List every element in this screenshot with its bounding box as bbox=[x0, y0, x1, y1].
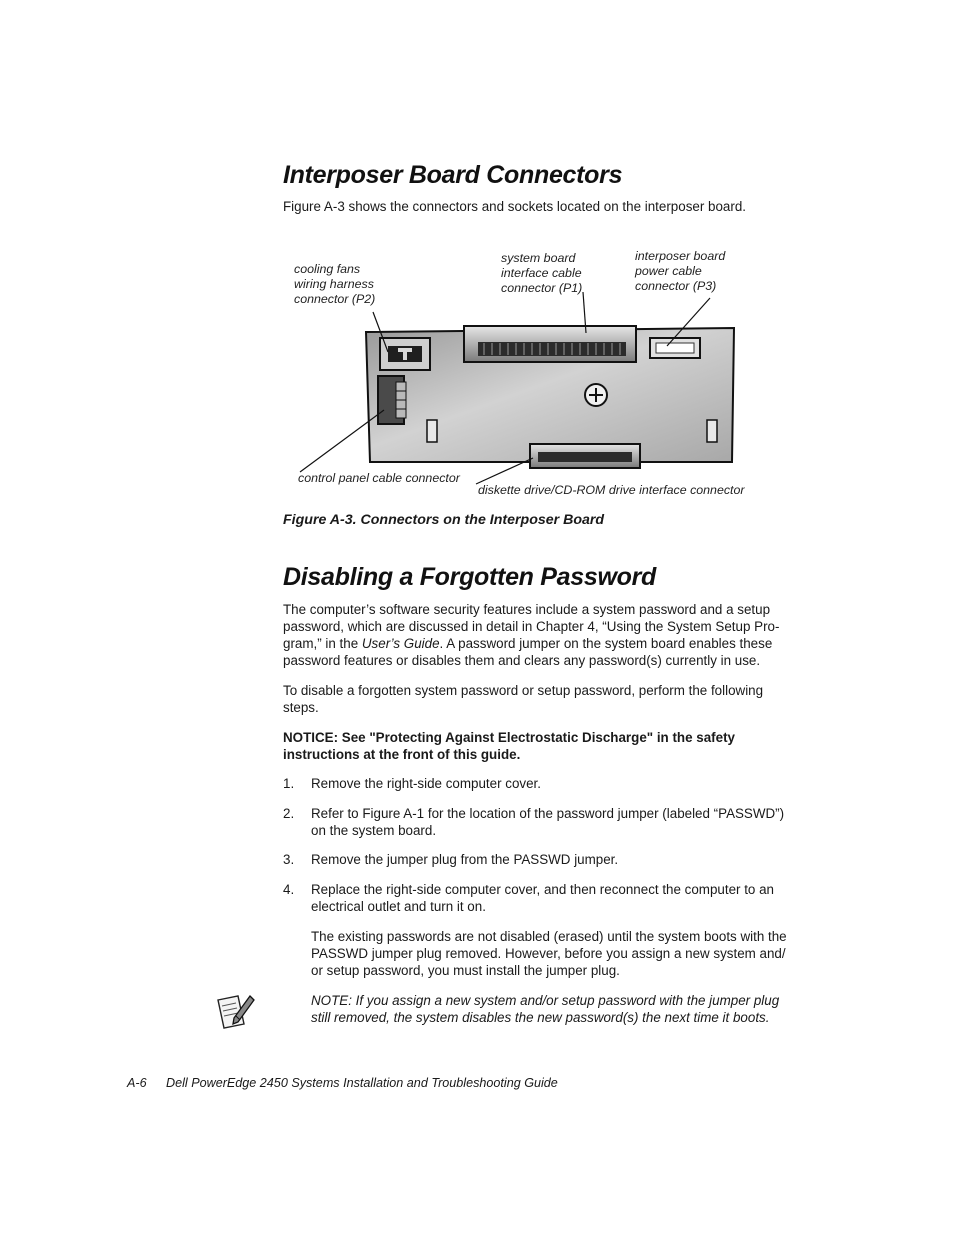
password-paragraph-2: To disable a forgotten system password or setup password, perform the following steps. bbox=[283, 683, 764, 715]
step-4: 4. Replace the right-side computer cover, and then reconnect the computer to an electrical outlet and turn it on. bbox=[283, 882, 774, 914]
callout-p2: cooling fans wiring harness connector (P2) bbox=[294, 262, 376, 306]
callout-diskette: diskette drive/CD-ROM drive interface connector bbox=[478, 483, 745, 497]
figure-caption: Figure A-3. Connectors on the Interposer Board bbox=[283, 512, 605, 528]
callout-p1: system board interface cable connector (P1) bbox=[501, 251, 583, 295]
section-title-password: Disabling a Forgotten Password bbox=[283, 563, 656, 591]
notice: NOTICE: See "Protecting Against Electrostatic Discharge" in the safety instructions at the front of this guide. bbox=[283, 730, 735, 762]
section-intro: Figure A-3 shows the connectors and sockets located on the interposer board. bbox=[283, 199, 746, 214]
note-text: NOTE: If you assign a new system and/or setup password with the jumper plug still removed, the system disables the new password(s) the next time it boots. bbox=[311, 993, 780, 1025]
standoff-left bbox=[427, 420, 437, 442]
section-title-interposer: Interposer Board Connectors bbox=[283, 161, 623, 189]
step-1: 1. Remove the right-side computer cover. bbox=[283, 776, 541, 791]
standoff-right bbox=[707, 420, 717, 442]
callout-p3: interposer board power cable connector (P3) bbox=[635, 249, 726, 293]
password-paragraph-1: The computer’s software security features include a system password and a setup password, which are discussed in detail in Chapter 4, “Using the System Setup Pro- gram,” in the User’s Guide. A password jumper on the system board enables these password features or disables them and clears any password(s) currently in use. bbox=[283, 602, 780, 668]
step-3: 3. Remove the jumper plug from the PASSWD jumper. bbox=[283, 852, 619, 867]
footer-page-number: A-6 bbox=[127, 1076, 147, 1090]
note-pencil-icon bbox=[216, 994, 256, 1030]
step-4-paragraph: The existing passwords are not disabled (erased) until the system boots with the PASSWD jumper plug removed. However, before you assign a new system and/ or setup password, you must install the jumper plug. bbox=[311, 929, 787, 978]
callout-control-panel: control panel cable connector bbox=[298, 471, 460, 485]
footer-title: Dell PowerEdge 2450 Systems Installation and Troubleshooting Guide bbox=[166, 1076, 558, 1090]
step-2: 2. Refer to Figure A-1 for the location of the password jumper (labeled “PASSWD”) on the system board. bbox=[283, 806, 785, 838]
